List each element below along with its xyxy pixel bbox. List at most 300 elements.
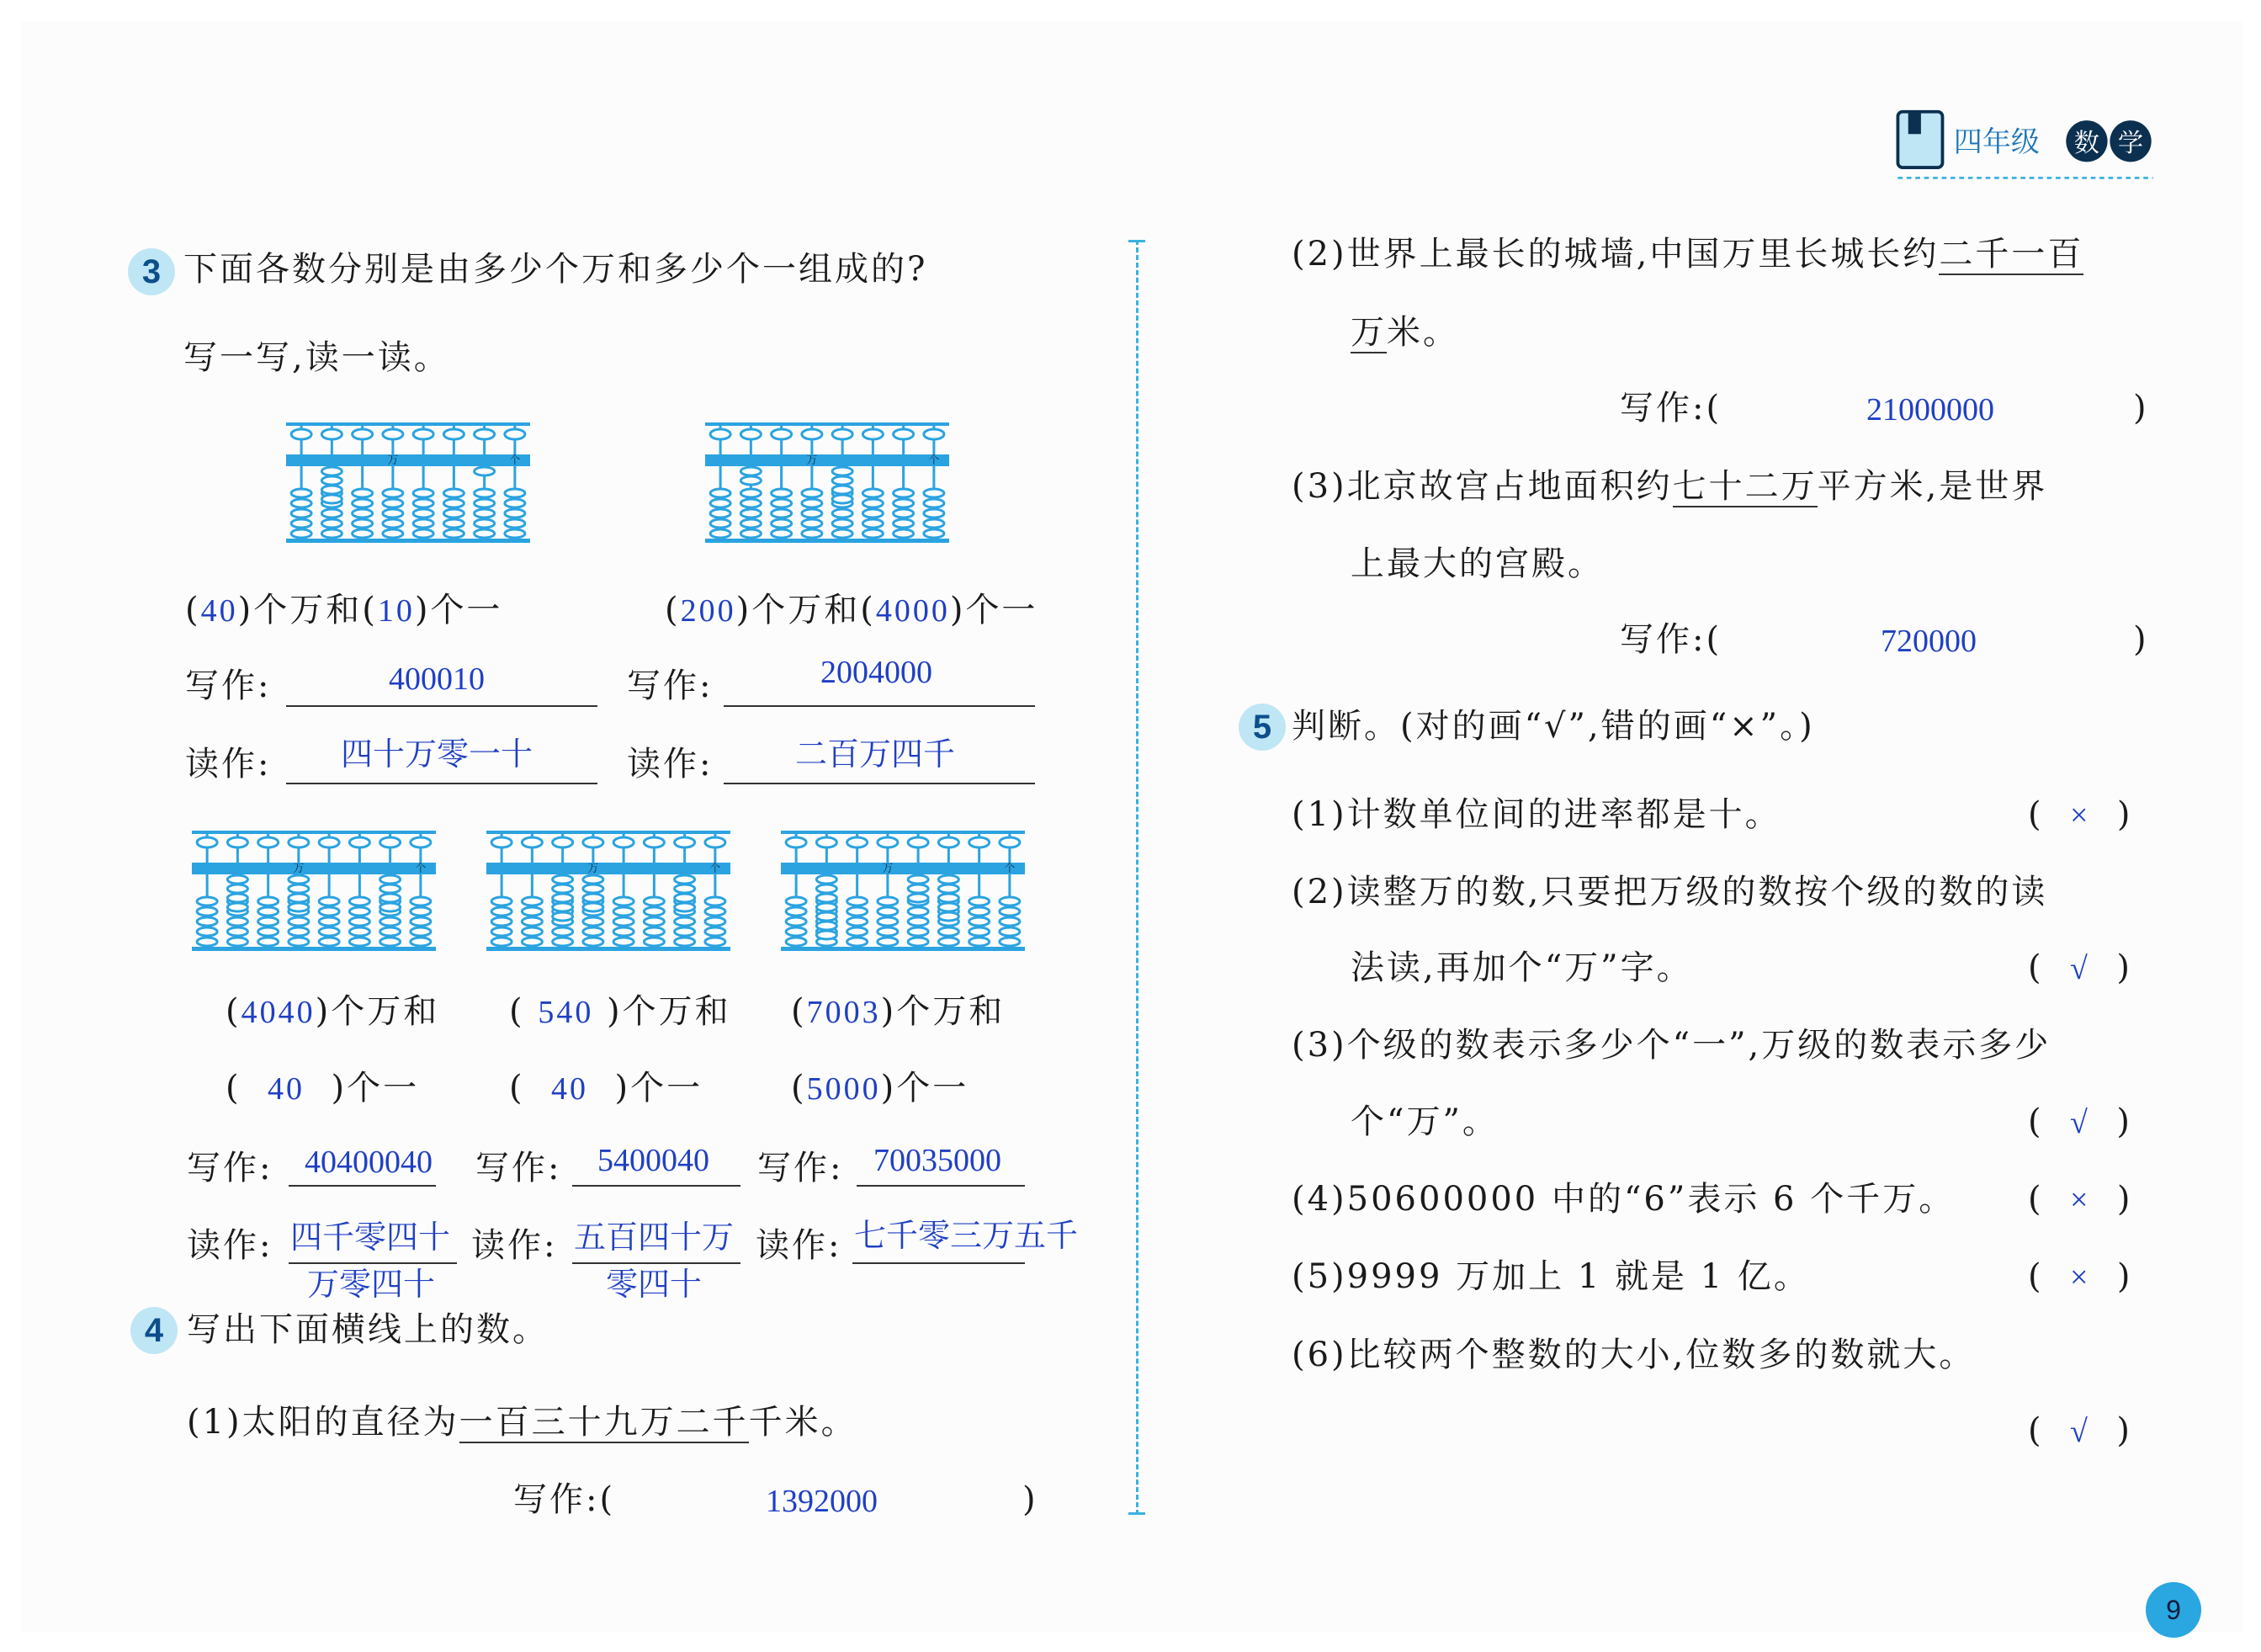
abacus-bead-active (832, 486, 852, 494)
abacus-bead-active (321, 476, 342, 485)
abacus-bead (443, 489, 464, 497)
abacus-bead-active (583, 875, 603, 884)
abacus-bead-active (289, 894, 309, 902)
abacus-bead (802, 529, 822, 538)
q5-item-1-mark: ( × ) (2028, 795, 2133, 834)
abacus-bead (908, 938, 928, 946)
q3-i3-xie-label: 写作: (187, 1149, 273, 1187)
abacus-bead-active (553, 875, 573, 884)
abacus-bead (786, 938, 806, 946)
abacus-bead-active (938, 894, 958, 902)
abacus-bead (227, 938, 247, 946)
abacus-bead (847, 927, 868, 936)
abacus-bead (878, 927, 898, 936)
abacus-bead (740, 489, 761, 497)
abacus-bead (583, 917, 603, 926)
svg-text:数: 数 (2073, 129, 2100, 159)
q4-s1-ans: 1392000 (766, 1484, 878, 1519)
abacus-bead-active (553, 894, 573, 902)
q3-i3-yi: ( 40 )个一 (226, 1069, 420, 1108)
abacus-bead (862, 489, 883, 497)
q4-s2-ans: 21000000 (1866, 392, 1994, 428)
abacus-bead (291, 519, 311, 528)
q4-s3: (3)北京故宫占地面积约七十二万平方米,是世界 (1292, 467, 2048, 506)
abacus-bead (862, 509, 883, 518)
abacus-bead (383, 519, 403, 528)
abacus-bead (443, 509, 464, 518)
q4-s3-ans: 720000 (1881, 624, 1977, 659)
abacus-bead (740, 529, 761, 538)
abacus-bead (353, 529, 373, 538)
abacus-bead (413, 509, 433, 518)
abacus-bead (227, 917, 247, 926)
abacus-bead (644, 927, 664, 936)
abacus-label-wan: 万 (882, 863, 894, 875)
abacus-bead-active (583, 903, 603, 911)
q4-s3-xiezuo: 写作:( (1620, 620, 1722, 659)
abacus-bead (227, 927, 247, 936)
q4-number: 4 (130, 1307, 178, 1354)
q5-item-5: (5)9999 万加上 1 就是 1 亿。 (1292, 1257, 1810, 1296)
abacus-bead (969, 917, 990, 926)
abacus-bead (321, 529, 342, 538)
abacus-bead-active (908, 884, 928, 893)
abacus-bead-active (553, 903, 573, 911)
abacus-bead (522, 907, 542, 916)
abacus-bead (319, 938, 339, 946)
q4-s2-xiezuo: 写作:( (1620, 389, 1722, 428)
abacus-bead (258, 927, 279, 936)
abacus-bead (710, 519, 730, 528)
abacus-bead-active (553, 912, 573, 921)
abacus-label-ge: 个 (415, 863, 427, 875)
q5-item-2-cont: 法读,再加个“万”字。 (1351, 948, 1693, 987)
abacus-bead (802, 489, 822, 497)
abacus-label-wan: 万 (806, 454, 818, 467)
q3-i5-xie-label: 写作: (757, 1149, 844, 1187)
abacus-bead (553, 837, 573, 847)
q3-number: 3 (128, 248, 175, 295)
q5-item-3-mark: ( √ ) (2028, 1102, 2132, 1141)
abacus-bead-active (227, 884, 247, 893)
q5-item-4: (4)50600000 中的“6”表示 6 个千万。 (1292, 1180, 1956, 1219)
abacus-bead (319, 837, 339, 847)
q4-s1: (1)太阳的直径为一百三十九万二千千米。 (187, 1403, 857, 1442)
abacus-bead (349, 917, 369, 926)
abacus-bead (349, 907, 369, 916)
abacus-bead (319, 917, 339, 926)
center-divider (1136, 240, 1138, 1515)
abacus-bead-active (553, 884, 573, 893)
q3-i2-du: 二百万四千 (795, 737, 956, 773)
abacus-bead (475, 529, 495, 538)
abacus-bead (772, 519, 792, 528)
abacus-bead (862, 529, 883, 538)
abacus-bead (908, 907, 928, 916)
abacus-bead (411, 927, 431, 936)
abacus-bead (413, 529, 433, 538)
abacus-bead (710, 429, 730, 439)
abacus-bead (321, 519, 342, 528)
abacus-bead (349, 938, 369, 946)
abacus-bead (878, 938, 898, 946)
abacus-bead (705, 837, 725, 847)
abacus-bead-active (289, 884, 309, 893)
abacus-bead (583, 938, 603, 946)
abacus-bead (894, 429, 914, 439)
q5-number: 5 (1239, 704, 1286, 751)
q4-s1-xiezuo: 写作:( (513, 1480, 616, 1519)
abacus-bead-active (289, 875, 309, 884)
abacus-bead (740, 499, 761, 507)
abacus-bead (802, 499, 822, 507)
abacus-3 (192, 829, 444, 955)
abacus-bead (847, 837, 868, 847)
abacus-bead-active (832, 467, 852, 475)
abacus-bead (772, 529, 792, 538)
abacus-bead (553, 927, 573, 936)
abacus-bead-active (675, 894, 695, 902)
abacus-bead-active (675, 875, 695, 884)
abacus-bead (786, 917, 806, 926)
abacus-bead (847, 897, 868, 906)
grade-subject-badge (1887, 108, 2164, 183)
abacus-1 (286, 421, 539, 547)
abacus-bead-active (816, 875, 836, 884)
abacus-bead (411, 938, 431, 946)
q3-i4-du-2: 零四十 (606, 1267, 703, 1303)
abacus-bead (353, 509, 373, 518)
q3-i5-du-line (852, 1262, 1025, 1264)
abacus-bead (1000, 917, 1020, 926)
abacus-bead (491, 837, 512, 847)
abacus-bead-active (740, 476, 761, 485)
q5-item-3-cont: 个“万”。 (1351, 1102, 1499, 1141)
abacus-bead-active (321, 467, 342, 475)
badge-grade: 四年级 (1953, 126, 2041, 159)
abacus-bead (938, 927, 958, 936)
abacus-bead (475, 519, 495, 528)
abacus-bead-active (289, 903, 309, 911)
abacus-bead (443, 499, 464, 507)
abacus-bead-active (908, 894, 928, 902)
abacus-bead (522, 917, 542, 926)
abacus-bead (411, 907, 431, 916)
q4-s3-cont: 上最大的宫殿。 (1351, 544, 1604, 583)
abacus-bead (613, 927, 634, 936)
abacus-bead (505, 499, 525, 507)
q3-i2-xie-line (724, 705, 1035, 707)
abacus-bead (644, 897, 664, 906)
abacus-bead (740, 509, 761, 518)
abacus-bead (832, 429, 852, 439)
q3-i3-xie: 40400040 (305, 1145, 433, 1180)
q3-prompt-2: 写一写,读一读。 (183, 338, 450, 377)
q3-i5-xie-line (857, 1185, 1025, 1187)
abacus-bead (786, 897, 806, 906)
abacus-bead (938, 938, 958, 946)
q5-item-4-mark: ( × ) (2028, 1180, 2133, 1219)
abacus-bead (553, 938, 573, 946)
abacus-bead (411, 897, 431, 906)
abacus-bead (969, 907, 990, 916)
q3-i5-du: 七千零三万五千 (854, 1219, 1079, 1254)
abacus-bead-active (583, 884, 603, 893)
abacus-bead (740, 519, 761, 528)
abacus-bead (786, 927, 806, 936)
abacus-bead (924, 489, 944, 497)
abacus-bead (924, 499, 944, 507)
abacus-label-wan: 万 (293, 863, 305, 875)
abacus-bead (291, 429, 311, 439)
abacus-bead (832, 519, 852, 528)
abacus-bead (710, 499, 730, 507)
page-number: 9 (2146, 1582, 2201, 1638)
abacus-label-ge: 个 (709, 863, 721, 875)
abacus-bead (772, 429, 792, 439)
abacus-bead (1000, 837, 1020, 847)
abacus-bead-active (832, 476, 852, 485)
abacus-bead (197, 938, 217, 946)
abacus-bead-active (475, 467, 495, 475)
abacus-bead-active (908, 875, 928, 884)
abacus-bead (894, 489, 914, 497)
abacus-bead (924, 429, 944, 439)
abacus-bead (475, 509, 495, 518)
abacus-bead (505, 429, 525, 439)
abacus-bead (383, 489, 403, 497)
q5-item-6-mark: ( √ ) (2028, 1411, 2132, 1450)
q4-s2-cont: 万米。 (1351, 313, 1459, 352)
abacus-bead (908, 927, 928, 936)
abacus-bead (522, 927, 542, 936)
abacus-bead (383, 509, 403, 518)
abacus-bead-active (675, 903, 695, 911)
abacus-bead (319, 907, 339, 916)
abacus-bead (505, 489, 525, 497)
abacus-bead (321, 429, 342, 439)
abacus-bead-active (816, 922, 836, 930)
q3-i4-yi: ( 40 )个一 (509, 1069, 703, 1108)
abacus-bead (383, 429, 403, 439)
q3-i1-du-line (286, 783, 597, 784)
abacus-bead-active (816, 884, 836, 893)
q3-i1-xie-label: 写作: (185, 667, 272, 705)
q4-prompt: 写出下面横线上的数。 (187, 1310, 549, 1349)
abacus-bead (443, 529, 464, 538)
abacus-bead (705, 897, 725, 906)
abacus-2 (705, 421, 958, 547)
abacus-bead (878, 897, 898, 906)
abacus-bead (908, 837, 928, 847)
q4-s1-close: ) (1022, 1480, 1038, 1519)
abacus-bead (862, 519, 883, 528)
abacus-bead (413, 519, 433, 528)
abacus-bead (894, 519, 914, 528)
abacus-bead-active (938, 875, 958, 884)
q3-i4-du-1: 五百四十万 (574, 1220, 735, 1256)
q5-item-5-mark: ( × ) (2028, 1257, 2133, 1296)
abacus-bead (197, 907, 217, 916)
abacus-bead (862, 499, 883, 507)
abacus-bead-active (938, 912, 958, 921)
abacus-bead (613, 897, 634, 906)
abacus-bead-active (583, 894, 603, 902)
abacus-bead (847, 907, 868, 916)
abacus-bead (1000, 907, 1020, 916)
abacus-bead (505, 519, 525, 528)
abacus-bead (710, 489, 730, 497)
abacus-bead (675, 917, 695, 926)
q3-i1-xie: 400010 (389, 661, 485, 697)
abacus-bead (644, 938, 664, 946)
abacus-label-wan: 万 (387, 454, 399, 467)
abacus-bead (786, 907, 806, 916)
q4-s2: (2)世界上最长的城墙,中国万里长城长约二千一百 (1292, 235, 2084, 274)
q3-i4-du-line (572, 1262, 740, 1264)
q3-i2-du-label: 读作: (627, 745, 714, 784)
abacus-bead (802, 519, 822, 528)
abacus-bead (258, 917, 279, 926)
abacus-bead (522, 897, 542, 906)
abacus-bead (258, 938, 279, 946)
abacus-bead (613, 938, 634, 946)
abacus-bead (258, 897, 279, 906)
q3-i4-xie-line (572, 1185, 740, 1187)
abacus-bead (475, 499, 495, 507)
abacus-bead (847, 938, 868, 946)
abacus-bead (705, 917, 725, 926)
abacus-bead-active (816, 903, 836, 911)
abacus-bead (802, 509, 822, 518)
abacus-4 (486, 829, 739, 955)
abacus-bead (291, 509, 311, 518)
q3-i4-xie: 5400040 (597, 1143, 709, 1178)
abacus-bead (878, 917, 898, 926)
abacus-bead (583, 927, 603, 936)
q5-item-3: (3)个级的数表示多少个“一”,万级的数表示多少 (1292, 1026, 2051, 1065)
abacus-bead (491, 927, 512, 936)
q3-i2-xie: 2004000 (820, 655, 932, 690)
abacus-bead (505, 509, 525, 518)
abacus-bead (349, 897, 369, 906)
abacus-bead (380, 927, 401, 936)
abacus-label-ge: 个 (928, 454, 940, 467)
q3-i3-du-line (289, 1262, 457, 1264)
abacus-bead (847, 917, 868, 926)
abacus-bead (705, 927, 725, 936)
abacus-bead (613, 917, 634, 926)
abacus-bead (353, 499, 373, 507)
abacus-bead (969, 927, 990, 936)
abacus-bead-active (832, 495, 852, 503)
abacus-bead (740, 429, 761, 439)
abacus-bead (1000, 897, 1020, 906)
q5-item-1: (1)计数单位间的进率都是十。 (1292, 795, 1781, 834)
abacus-bead (710, 509, 730, 518)
abacus-bead-active (321, 486, 342, 494)
abacus-bead (353, 429, 373, 439)
abacus-bead (353, 489, 373, 497)
abacus-bead (491, 938, 512, 946)
q3-i4-xie-label: 写作: (475, 1149, 562, 1187)
abacus-bead-active (227, 903, 247, 911)
abacus-label-ge: 个 (1004, 863, 1016, 875)
abacus-bead (675, 837, 695, 847)
abacus-bead (319, 927, 339, 936)
q3-i4-du-label: 读作: (471, 1226, 558, 1265)
abacus-bead (772, 509, 792, 518)
abacus-bead (411, 917, 431, 926)
abacus-bead-active (227, 875, 247, 884)
abacus-bead (772, 489, 792, 497)
abacus-bead (878, 907, 898, 916)
abacus-bead (1000, 938, 1020, 946)
abacus-bead (413, 489, 433, 497)
abacus-bead (613, 907, 634, 916)
abacus-bead (816, 837, 836, 847)
abacus-bead-active (816, 912, 836, 921)
abacus-bead (832, 509, 852, 518)
q3-i3-du-1: 四千零四十 (290, 1220, 451, 1256)
abacus-bead (491, 907, 512, 916)
abacus-bead (383, 529, 403, 538)
q4-s3-close: ) (2133, 620, 2149, 659)
svg-text:学: 学 (2117, 129, 2144, 159)
abacus-bead (878, 837, 898, 847)
q3-i2-xie-label: 写作: (627, 667, 714, 705)
abacus-bead (413, 429, 433, 439)
abacus-bead (321, 509, 342, 518)
abacus-bead-active (938, 903, 958, 911)
abacus-bead (413, 499, 433, 507)
abacus-bead (289, 917, 309, 926)
abacus-bead-active (938, 884, 958, 893)
abacus-bead (319, 897, 339, 906)
q3-i2-du-line (724, 783, 1035, 784)
abacus-bead-active (380, 875, 401, 884)
abacus-bead (969, 897, 990, 906)
abacus-bead (380, 917, 401, 926)
abacus-bead (644, 907, 664, 916)
abacus-bead (197, 897, 217, 906)
abacus-bead (969, 938, 990, 946)
abacus-bead (349, 927, 369, 936)
q3-i1-du: 四十万零一十 (341, 737, 533, 773)
q3-i3-du-2: 万零四十 (307, 1267, 436, 1303)
abacus-bead (258, 837, 279, 847)
q5-item-2-mark: ( √ ) (2028, 948, 2132, 987)
abacus-bead (227, 837, 247, 847)
abacus-label-ge: 个 (509, 454, 521, 467)
abacus-bead-active (740, 467, 761, 475)
abacus-bead (802, 429, 822, 439)
abacus-bead (289, 927, 309, 936)
abacus-bead (443, 429, 464, 439)
abacus-bead (197, 927, 217, 936)
q3-i5-wan: (7003)个万和 (791, 992, 1006, 1031)
abacus-bead (938, 837, 958, 847)
q3-i3-wan: (4040)个万和 (226, 992, 440, 1031)
q3-i2-wan: (200)个万和(4000)个一 (665, 591, 1038, 629)
abacus-bead-active (816, 931, 836, 939)
abacus-bead (924, 509, 944, 518)
abacus-bead-active (321, 495, 342, 503)
abacus-bead-active (816, 894, 836, 902)
q5-item-6: (6)比较两个整数的大小,位数多的数就大。 (1292, 1336, 1976, 1374)
abacus-bead (522, 938, 542, 946)
abacus-bead (475, 489, 495, 497)
